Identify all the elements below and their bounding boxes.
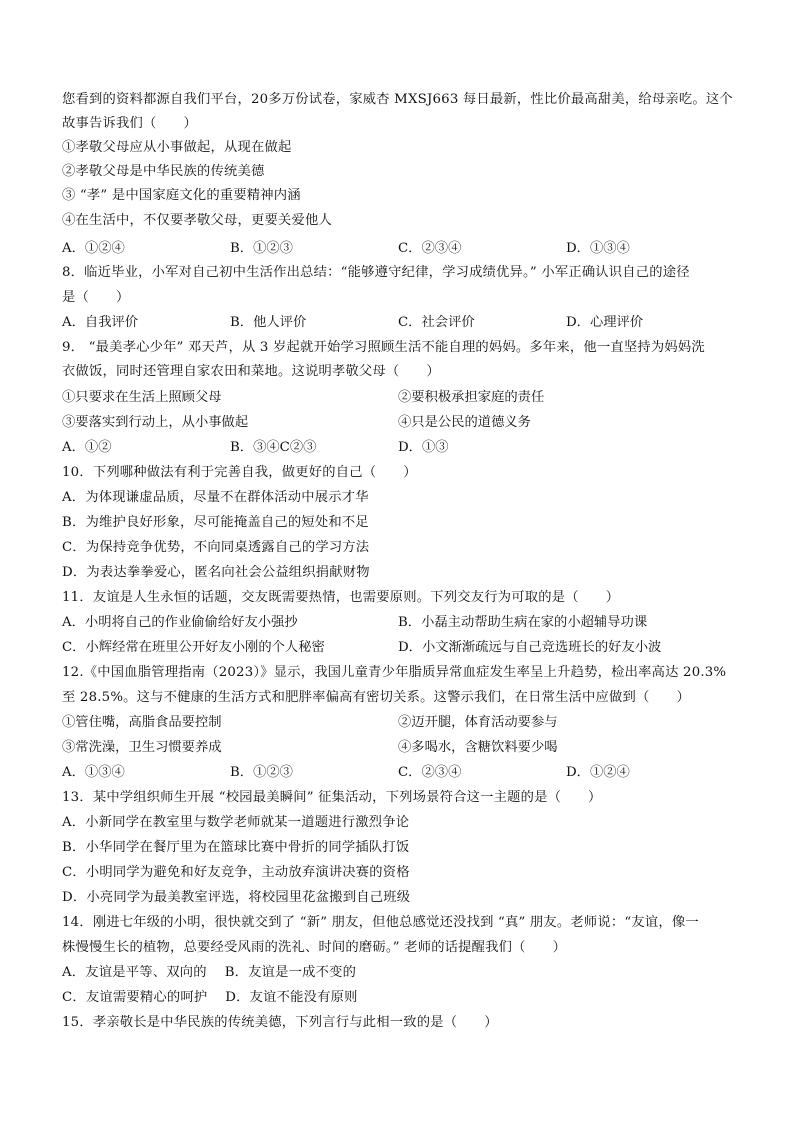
q12-stem-line-2: 至 28.5%。这与不健康的生活方式和肥胖率偏高有密切关系。这警示我们，在日常生活中应做到（ ） [62, 690, 691, 705]
q10-option-d: D．为表达拳拳爱心，匿名向社会公益组织捐献财物 [62, 565, 370, 580]
q11-options-row-1 [62, 613, 742, 633]
q10-option-c: C．为保持竞争优势，不向同桌透露自己的学习方法 [62, 540, 370, 555]
option-d: D．小文渐渐疏远与自己竞选班长的好友小波 [398, 640, 662, 655]
option-a: A．①②④ [62, 241, 125, 256]
option-d: D．①③ [398, 440, 449, 455]
statement-3: ③要落实到行动上，从小事做起 [62, 415, 249, 430]
statement-4: ④只是公民的道德义务 [398, 415, 531, 430]
intro-statement-1: ①孝敬父母应从小事做起，从现在做起 [62, 140, 292, 155]
statement-1: ①管住嘴，高脂食品要控制 [62, 715, 222, 730]
q12-statements-row-1 [62, 713, 742, 733]
q12-options [62, 763, 742, 783]
option-a: A．①③④ [62, 765, 125, 780]
q14-options-ab: A．友谊是平等、双向的 B．友谊是一成不变的 [62, 965, 357, 980]
option-d: D．①③④ [566, 241, 630, 256]
q8-stem-line-1: 8．临近毕业，小军对自己初中生活作出总结：“能够遵守纪律，学习成绩优异。” 小军正确认识自己的途径 [62, 265, 690, 280]
q14-stem-line-1: 14．刚进七年级的小明，很快就交到了 “新” 朋友，但他总感觉还没找到 “真” 朋友。老师说：“友谊，像一 [62, 915, 699, 930]
option-c: C．②③④ [398, 241, 462, 256]
statement-2: ②迈开腿，体育活动要参与 [398, 715, 558, 730]
q15-stem: 15．孝亲敬长是中华民族的传统美德，下列言行与此相一致的是（ ） [62, 1015, 498, 1030]
q12-statements-row-2 [62, 738, 742, 758]
option-b: B．①②③ [230, 765, 293, 780]
intro-stem-line-1: 您看到的资料都源自我们平台，20多万份试卷，家威杏 MXSJ663 每日最新，性比价最高甜美，给母亲吃。这个 [62, 92, 733, 107]
option-c: C．②③④ [398, 765, 462, 780]
q12-stem-line-1: 12.《中国血脂管理指南（2023）》显示，我国儿童青少年脂质异常血症发生率呈上升趋势，检出率高达 20.3% [62, 665, 727, 680]
q11-options-row-2 [62, 638, 742, 658]
q13-option-d: D．小亮同学为最美教室评选，将校园里花盆搬到自己班级 [62, 890, 411, 905]
q14-options-cd: C．友谊需要精心的呵护 D．友谊不能没有原则 [62, 990, 358, 1005]
q10-stem: 10．下列哪种做法有利于完善自我，做更好的自己（ ） [62, 465, 417, 480]
intro-options [62, 239, 742, 259]
option-a: A．①② [62, 440, 112, 455]
statement-3: ③常洗澡，卫生习惯要养成 [62, 740, 222, 755]
q13-option-b: B．小华同学在餐厅里为在篮球比赛中骨折的同学插队打饭 [62, 840, 410, 855]
q9-stem-line-1: 9． “最美孝心少年” 邓天芦，从 3 岁起就开始学习照顾生活不能自理的妈妈。多年来，他一直坚持为妈妈洗 [62, 340, 705, 355]
q9-options [62, 438, 742, 458]
q13-stem: 13．某中学组织师生开展 “校园最美瞬间” 征集活动，下列场景符合这一主题的是（ ） [62, 790, 602, 805]
q11-stem: 11．友谊是人生永恒的话题，交友既需要热情，也需要原则。下列交友行为可取的是（ ） [62, 590, 620, 605]
q13-option-c: C．小明同学为避免和好友竞争，主动放弃演讲决赛的资格 [62, 865, 410, 880]
intro-stem-line-2: 故事告诉我们（ ） [62, 116, 197, 131]
q10-option-b: B．为维护良好形象，尽可能掩盖自己的短处和不足 [62, 515, 369, 530]
option-a: A．小明将自己的作业偷偷给好友小强抄 [62, 615, 298, 630]
option-b: B．小磊主动帮助生病在家的小超辅导功课 [398, 615, 648, 630]
option-a: A．自我评价 [62, 315, 139, 330]
statement-4: ④多喝水，含糖饮料要少喝 [398, 740, 558, 755]
statement-2: ②要积极承担家庭的责任 [398, 390, 545, 405]
intro-statement-2: ②孝敬父母是中华民族的传统美德 [62, 164, 265, 179]
q9-stem-line-2: 衣做饭，同时还管理自家农田和菜地。这说明孝敬父母（ ） [62, 364, 440, 379]
option-b: B．他人评价 [230, 315, 307, 330]
q8-options [62, 313, 742, 333]
q14-stem-line-2: 株慢慢生长的植物，总要经受风雨的洗礼、时间的磨砺。” 老师的话提醒我们（ ） [62, 940, 567, 955]
q10-option-a: A．为体现谦虚品质，尽量不在群体活动中展示才华 [62, 490, 369, 505]
option-b: B．①②③ [230, 241, 293, 256]
option-b: B．③④C②③ [230, 440, 317, 455]
option-d: D．心理评价 [566, 315, 644, 330]
statement-1: ①只要求在生活上照顾父母 [62, 390, 222, 405]
option-c: C．小辉经常在班里公开好友小刚的个人秘密 [62, 640, 325, 655]
intro-statement-3: ③ “孝” 是中国家庭文化的重要精神内涵 [62, 188, 301, 203]
q8-stem-line-2: 是（ ） [62, 290, 130, 305]
option-c: C．社会评价 [398, 315, 475, 330]
q9-statements-row-1 [62, 388, 742, 408]
q13-option-a: A．小新同学在教室里与数学老师就某一道题进行激烈争论 [62, 815, 410, 830]
q9-statements-row-2 [62, 413, 742, 433]
intro-statement-4: ④在生活中，不仅要孝敬父母，更要关爱他人 [62, 213, 332, 228]
option-d: D．①②④ [566, 765, 630, 780]
